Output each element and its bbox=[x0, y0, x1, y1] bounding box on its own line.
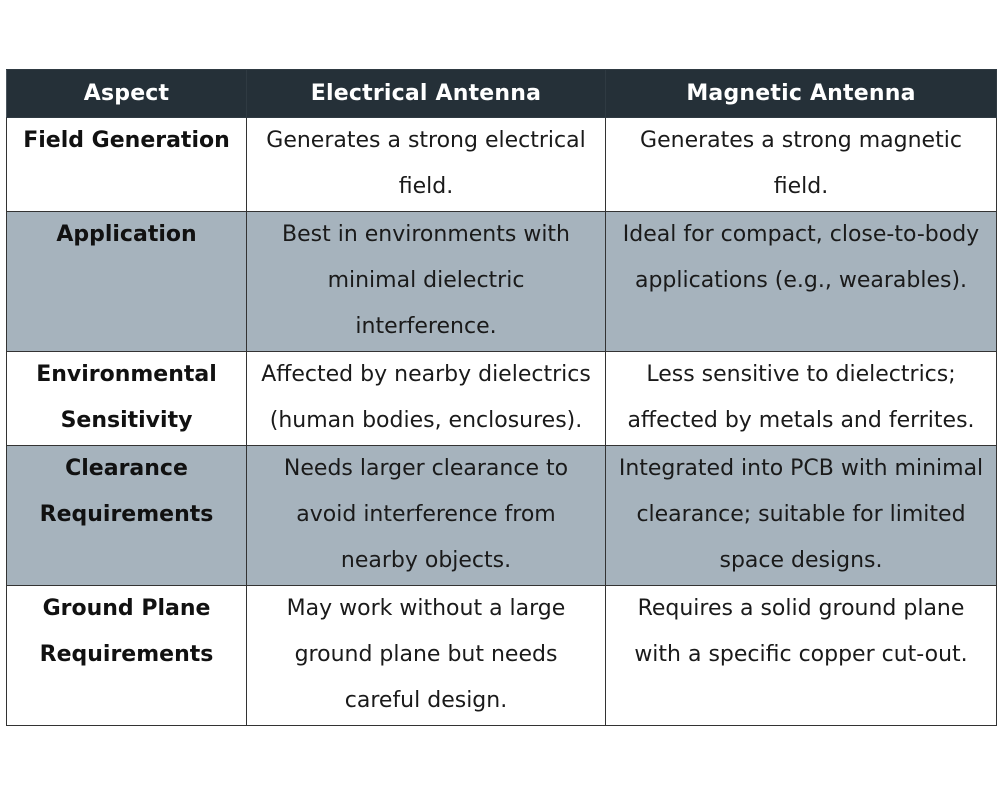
electrical-antenna-cell: Needs larger clearance to avoid interference from nearby objects. bbox=[247, 446, 606, 586]
antenna-comparison-table bbox=[6, 69, 997, 726]
magnetic-antenna-cell: Requires a solid ground plane with a specific copper cut-out. bbox=[606, 586, 997, 726]
table-row bbox=[7, 446, 997, 586]
column-header-electrical-antenna: Electrical Antenna bbox=[247, 70, 606, 118]
table-row bbox=[7, 352, 997, 446]
magnetic-antenna-cell: Generates a strong magnetic field. bbox=[606, 118, 997, 212]
electrical-antenna-cell: May work without a large ground plane but needs careful design. bbox=[247, 586, 606, 726]
table-row bbox=[7, 118, 997, 212]
aspect-cell: Application bbox=[7, 212, 247, 352]
aspect-cell: Ground Plane Requirements bbox=[7, 586, 247, 726]
magnetic-antenna-cell: Integrated into PCB with minimal clearance; suitable for limited space designs. bbox=[606, 446, 997, 586]
column-header-magnetic-antenna: Magnetic Antenna bbox=[606, 70, 997, 118]
electrical-antenna-cell: Best in environments with minimal dielectric interference. bbox=[247, 212, 606, 352]
magnetic-antenna-cell: Less sensitive to dielectrics; affected by metals and ferrites. bbox=[606, 352, 997, 446]
aspect-cell: Environmental Sensitivity bbox=[7, 352, 247, 446]
comparison-table-container bbox=[6, 69, 996, 726]
electrical-antenna-cell: Generates a strong electrical field. bbox=[247, 118, 606, 212]
aspect-cell: Field Generation bbox=[7, 118, 247, 212]
magnetic-antenna-cell: Ideal for compact, close-to-body applications (e.g., wearables). bbox=[606, 212, 997, 352]
table-row bbox=[7, 586, 997, 726]
table-header-row bbox=[7, 70, 997, 118]
electrical-antenna-cell: Affected by nearby dielectrics (human bodies, enclosures). bbox=[247, 352, 606, 446]
table-row bbox=[7, 212, 997, 352]
column-header-aspect: Aspect bbox=[7, 70, 247, 118]
aspect-cell: Clearance Requirements bbox=[7, 446, 247, 586]
